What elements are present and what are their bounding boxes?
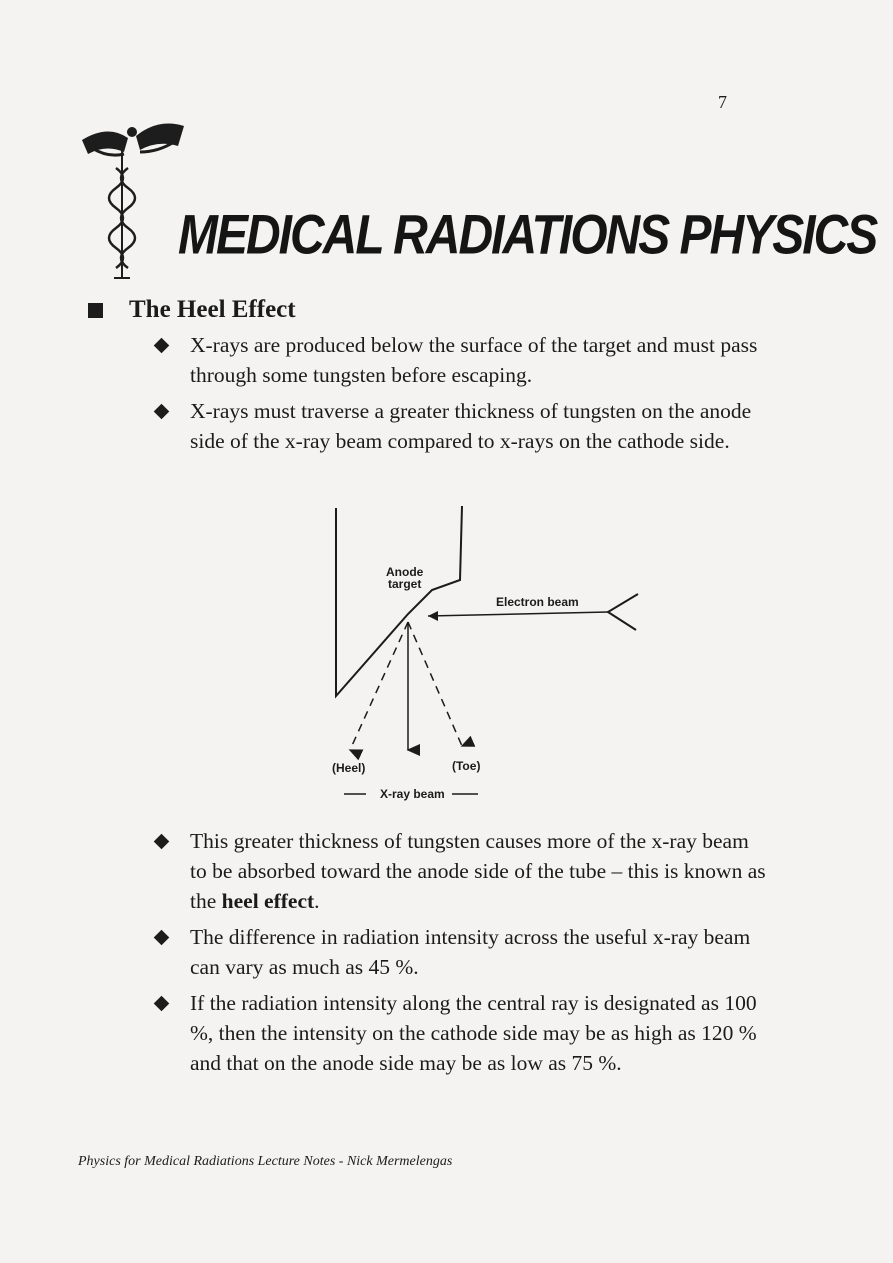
electron-beam-label: Electron beam xyxy=(496,595,579,609)
heel-effect-diagram xyxy=(300,500,660,810)
xray-beam-label: X-ray beam xyxy=(380,787,445,801)
heel-ray xyxy=(350,622,408,750)
heel-effect-term: heel effect xyxy=(221,889,315,913)
page-number: 7 xyxy=(718,92,727,112)
anode-outline xyxy=(336,506,462,696)
diamond-bullet-icon xyxy=(154,930,170,946)
bullet-text: If the radiation intensity along the central ray is designated as 100 %, then the intensity on the cathode side may be as high as 120 % and that on the anode side may be as low as 75 %. xyxy=(190,991,757,1075)
target-label: target xyxy=(388,577,422,591)
toe-label: (Toe) xyxy=(452,759,481,773)
bullet-text-tail: . xyxy=(314,889,320,913)
anode-label: Anode xyxy=(386,565,424,579)
bullet-text: X-rays are produced below the surface of the target and must pass through some tungsten before escaping. xyxy=(190,333,758,387)
section-heading xyxy=(88,296,296,324)
bullet-list-top xyxy=(150,330,770,462)
cathode-chevron xyxy=(608,594,638,630)
diamond-bullet-icon xyxy=(154,404,170,420)
list-item xyxy=(150,826,770,916)
list-item xyxy=(150,988,770,1078)
electron-beam-line xyxy=(428,612,608,616)
bullet-text: The difference in radiation intensity across the useful x-ray beam can vary as much as 45 %. xyxy=(190,925,751,979)
diamond-bullet-icon xyxy=(154,338,170,354)
banner-title: MEDICAL RADIATIONS PHYSICS xyxy=(178,205,877,267)
toe-ray xyxy=(408,622,462,746)
bullet-text-lead: This greater thickness of tungsten causes more of the x-ray beam to be absorbed toward the anode side of the tube – this is known as the xyxy=(190,829,766,913)
list-item xyxy=(150,396,770,456)
section-title: The Heel Effect xyxy=(129,296,296,323)
bullet-text xyxy=(190,826,770,916)
square-bullet-icon xyxy=(88,303,103,318)
bullet-list-bottom xyxy=(150,826,770,1084)
list-item xyxy=(150,922,770,982)
diamond-bullet-icon xyxy=(154,996,170,1012)
electron-beam-arrowhead xyxy=(428,611,438,621)
bullet-text: X-rays must traverse a greater thickness of tungsten on the anode side of the x-ray beam compared to x-rays on the cathode side. xyxy=(190,399,752,453)
diamond-bullet-icon xyxy=(154,834,170,850)
caduceus-logo-icon xyxy=(78,118,188,283)
footer-citation: Physics for Medical Radiations Lecture Notes - Nick Mermelengas xyxy=(78,1154,453,1169)
heel-label: (Heel) xyxy=(332,761,366,775)
list-item xyxy=(150,330,770,390)
